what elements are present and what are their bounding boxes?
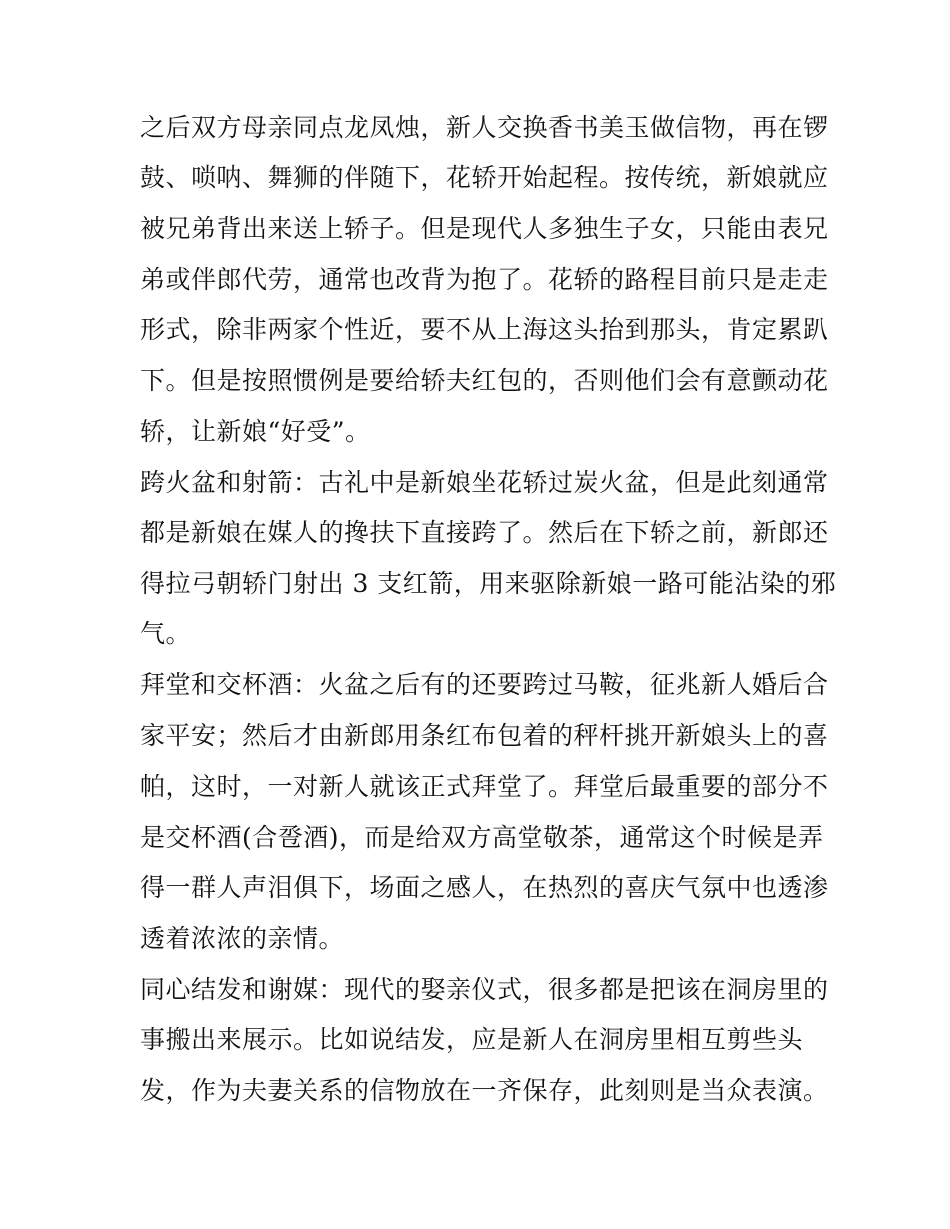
- text-line: 得拉弓朝轿门射出 3 支红箭，用来驱除新娘一路可能沾染的邪: [140, 569, 837, 598]
- text-line: 下。但是按照惯例是要给轿夫红包的，否则他们会有意颤动花: [140, 366, 829, 395]
- text-line: 之后双方母亲同点龙凤烛，新人交换香书美玉做信物，再在锣: [140, 113, 829, 142]
- text-line: 气。: [140, 619, 192, 648]
- text-line: 发，作为夫妻关系的信物放在一齐保存，此刻则是当众表演。: [140, 1076, 829, 1105]
- text-line: 家平安；然后才由新郎用条红布包着的秤杆挑开新娘头上的喜: [140, 721, 829, 750]
- text-line: 跨火盆和射箭：古礼中是新娘坐花轿过炭火盆，但是此刻通常: [140, 468, 829, 497]
- text-line: 鼓、唢呐、舞狮的伴随下，花轿开始起程。按传统，新娘就应: [140, 163, 829, 192]
- text-line: 透着浓浓的亲情。: [140, 924, 345, 953]
- text-line: 帕，这时，一对新人就该正式拜堂了。拜堂后最重要的部分不: [140, 772, 829, 801]
- text-line: 拜堂和交杯酒：火盆之后有的还要跨过马鞍，征兆新人婚后合: [140, 670, 829, 699]
- text-line: 形式，除非两家个性近，要不从上海这头抬到那头，肯定累趴: [140, 315, 829, 344]
- text-line: 都是新娘在媒人的搀扶下直接跨了。然后在下轿之前，新郎还: [140, 518, 829, 547]
- text-line: 事搬出来展示。比如说结发，应是新人在洞房里相互剪些头: [140, 1025, 804, 1054]
- text-line: 被兄弟背出来送上轿子。但是现代人多独生子女，只能由表兄: [140, 214, 829, 243]
- text-line: 弟或伴郎代劳，通常也改背为抱了。花轿的路程目前只是走走: [140, 265, 829, 294]
- text-line: 同心结发和谢媒：现代的娶亲仪式，很多都是把该在洞房里的: [140, 975, 829, 1004]
- text-line: 得一群人声泪俱下，场面之感人，在热烈的喜庆气氛中也透渗: [140, 873, 829, 902]
- text-line: 是交杯酒(合卺酒)，而是给双方高堂敬茶，通常这个时候是弄: [140, 823, 824, 852]
- text-line: 轿，让新娘“好受”。: [140, 417, 371, 446]
